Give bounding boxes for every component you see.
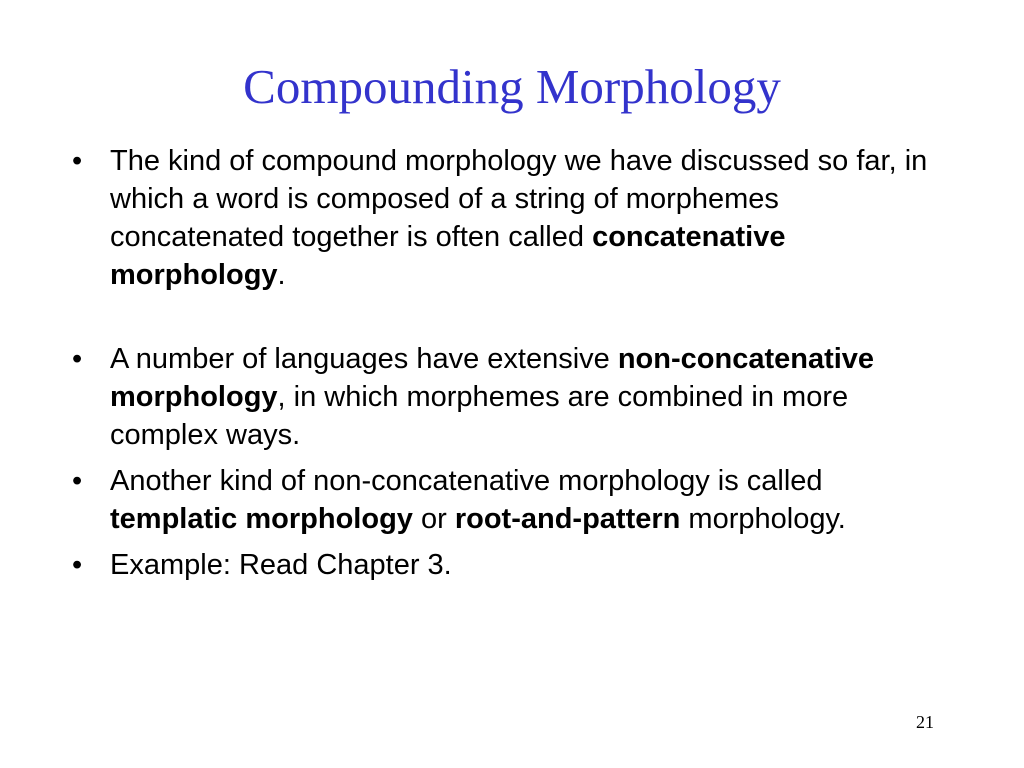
bullet-text: or	[412, 503, 455, 535]
bullet-text: .	[277, 259, 286, 291]
bold-term: templatic morphology	[110, 503, 413, 535]
bold-term: concatenative morphology	[110, 221, 786, 291]
bullet-item	[70, 546, 930, 584]
bullet-item	[70, 142, 930, 294]
bullet-text: , in which morphemes are combined in more complex ways.	[110, 381, 849, 451]
bold-term: root-and-pattern	[454, 503, 681, 535]
bullet-text: A number of languages have extensive	[110, 343, 618, 375]
bullet-dot-icon: •	[72, 145, 83, 177]
bullet-text: The kind of compound morphology we have discussed so far, in which a word is composed of a string of morphemes concatenated together is often called	[110, 145, 928, 253]
bullet-item	[70, 340, 930, 454]
bullet-text: Another kind of non-concatenative morphology is called	[110, 465, 823, 497]
bullet-dot-icon: •	[72, 343, 83, 375]
slide-title: Compounding Morphology	[243, 59, 781, 114]
bullet-list	[70, 142, 930, 584]
bold-term: non-concatenative morphology	[110, 343, 875, 413]
bullet-text: Example: Read Chapter 3.	[110, 549, 452, 581]
page-number: 21	[916, 712, 934, 732]
bullet-text: morphology.	[680, 503, 846, 535]
bullet-dot-icon: •	[72, 549, 83, 581]
bullet-dot-icon: •	[72, 465, 83, 497]
bullet-item	[70, 462, 930, 538]
